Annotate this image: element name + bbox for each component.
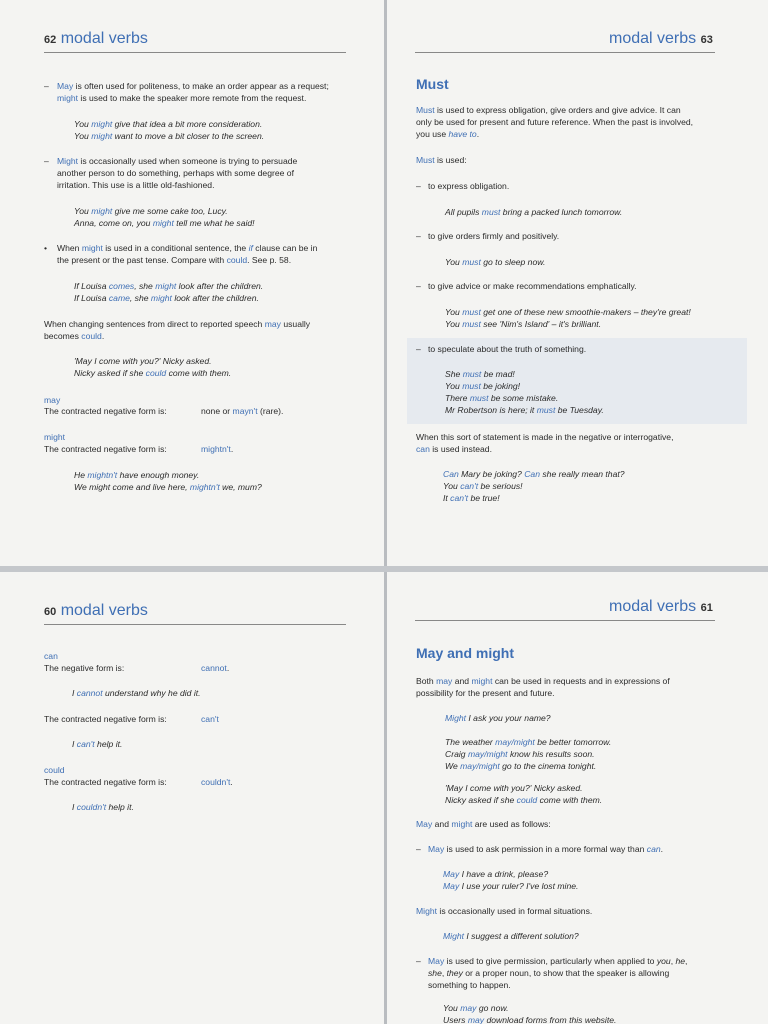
text-line: When changing sentences from direct to reported speech may usually	[44, 319, 311, 329]
text-line: May is used to ask permission in a more formal way than can.	[428, 844, 664, 854]
text-line: you use have to.	[416, 129, 480, 139]
text-line: May and might are used as follows:	[416, 819, 551, 829]
page-60	[0, 572, 384, 1024]
text-line: to give orders firmly and positively.	[428, 231, 560, 241]
text-line: When might is used in a conditional sentence, the if clause can be in	[57, 243, 318, 253]
example-line: You might give that idea a bit more consideration.	[74, 119, 263, 129]
example-line: I couldn't help it.	[72, 802, 134, 812]
example-line: You may go now.	[443, 1003, 509, 1013]
example-line: She must be mad!	[445, 369, 515, 379]
text-line: to give advice or make recommendations emphatically.	[428, 281, 637, 291]
example-line: You might give me some cake too, Lucy.	[74, 206, 228, 216]
example-line: Mr Robertson is here; it must be Tuesday.	[445, 405, 604, 415]
text-line: When this sort of statement is made in the negative or interrogative,	[416, 432, 674, 442]
text-line: Might is occasionally used in formal situations.	[416, 906, 593, 916]
example-line: If Louisa comes, she might look after the children.	[74, 281, 264, 291]
page-header	[609, 30, 713, 48]
term-value: can't	[201, 714, 219, 724]
text-line: Must is used:	[416, 155, 467, 165]
header-rule	[44, 624, 346, 625]
bullet-dash: –	[44, 81, 49, 91]
text-line: May is used to give permission, particularly when applied to you, he,	[428, 956, 688, 966]
header-rule	[415, 620, 715, 621]
example-line: Nicky asked if she could come with them.	[74, 368, 232, 378]
page-number: 61	[700, 602, 713, 614]
running-title: modal verbs	[60, 602, 148, 619]
term-label: might	[44, 432, 66, 442]
text-line: The negative form is:	[44, 663, 125, 673]
text-line: irritation. This use is a little old-fashioned.	[57, 180, 215, 190]
running-title: modal verbs	[60, 30, 148, 47]
text-line: The contracted negative form is:	[44, 406, 167, 416]
term-label: can	[44, 651, 58, 661]
example-line: There must be some mistake.	[445, 393, 559, 403]
example-line: He mightn't have enough money.	[74, 470, 200, 480]
text-line: The contracted negative form is:	[44, 777, 167, 787]
example-line: We may/might go to the cinema tonight.	[445, 761, 597, 771]
text-line: something to happen.	[428, 980, 511, 990]
bullet-dot: •	[44, 243, 48, 253]
page-header	[44, 30, 148, 48]
page-62	[0, 0, 384, 566]
text-line: Both may and might can be used in requests and in expressions of	[416, 676, 670, 686]
example-line: Might I ask you your name?	[445, 713, 551, 723]
example-line: You must see 'Nim's Island' – it's brilliant.	[445, 319, 602, 329]
text-line: the present or the past tense. Compare with could. See p. 58.	[57, 255, 292, 265]
example-line: You must be joking!	[445, 381, 521, 391]
term-value: none or mayn't (rare).	[201, 406, 284, 416]
page-number: 62	[44, 34, 57, 46]
example-line: 'May I come with you?' Nicky asked.	[74, 356, 212, 366]
bullet-dash: –	[416, 281, 421, 291]
page-header	[44, 602, 148, 620]
text-line: Must is used to express obligation, give orders and give advice. It can	[416, 105, 681, 115]
example-line: I can't help it.	[72, 739, 123, 749]
text-line: The contracted negative form is:	[44, 444, 167, 454]
text-line: only be used for present and future reference. When the past is involved,	[416, 117, 694, 127]
page-header	[609, 598, 713, 616]
section-heading: Must	[416, 76, 449, 92]
bullet-dash: –	[416, 844, 421, 854]
example-line: All pupils must bring a packed lunch tomorrow.	[445, 207, 623, 217]
running-title: modal verbs	[609, 598, 697, 615]
bullet-dash: –	[416, 956, 421, 966]
example-line: May I use your ruler? I've lost mine.	[443, 881, 579, 891]
example-line: We might come and live here, mightn't we, mum?	[74, 482, 262, 492]
page-63	[387, 0, 768, 566]
example-line: You must get one of these new smoothie-makers – they're great!	[445, 307, 691, 317]
header-rule	[415, 52, 715, 53]
text-line: might is used to make the speaker more remote from the request.	[57, 93, 307, 103]
example-line: Users may download forms from this website.	[443, 1015, 617, 1024]
text-line: to express obligation.	[428, 181, 510, 191]
term-label: could	[44, 765, 65, 775]
example-line: Anna, come on, you might tell me what he said!	[74, 218, 255, 228]
term-value: cannot.	[201, 663, 230, 673]
term-value: couldn't.	[201, 777, 233, 787]
example-line: May I have a drink, please?	[443, 869, 549, 879]
page-number: 63	[700, 34, 713, 46]
text-line: another person to do something, perhaps with some degree of	[57, 168, 294, 178]
example-line: I cannot understand why he did it.	[72, 688, 201, 698]
text-line: The contracted negative form is:	[44, 714, 167, 724]
bullet-dash: –	[416, 344, 421, 354]
example-line: Craig may/might know his results soon.	[445, 749, 595, 759]
example-line: It can't be true!	[443, 493, 500, 503]
example-line: You might want to move a bit closer to the screen.	[74, 131, 265, 141]
section-heading: May and might	[416, 645, 515, 661]
text-line: can is used instead.	[416, 444, 492, 454]
term-value: mightn't.	[201, 444, 234, 454]
page-number: 60	[44, 606, 57, 618]
page-61	[387, 572, 768, 1024]
text-line: to speculate about the truth of something.	[428, 344, 587, 354]
text-line: she, they or a proper noun, to show that the speaker is allowing	[428, 968, 670, 978]
bullet-dash: –	[416, 181, 421, 191]
example-line: 'May I come with you?' Nicky asked.	[445, 783, 583, 793]
bullet-dash: –	[416, 231, 421, 241]
example-line: Can Mary be joking? Can she really mean that?	[443, 469, 625, 479]
text-line: May is often used for politeness, to make an order appear as a request;	[57, 81, 329, 91]
header-rule	[44, 52, 346, 53]
example-line: Might I suggest a different solution?	[443, 931, 579, 941]
example-line: The weather may/might be better tomorrow.	[445, 737, 612, 747]
text-line: Might is occasionally used when someone is trying to persuade	[57, 156, 298, 166]
example-line: You can't be serious!	[443, 481, 523, 491]
example-line: If Louisa came, she might look after the children.	[74, 293, 259, 303]
example-line: Nicky asked if she could come with them.	[445, 795, 603, 805]
bullet-dash: –	[44, 156, 49, 166]
text-line: becomes could.	[44, 331, 105, 341]
term-label: may	[44, 395, 61, 405]
text-line: possibility for the present and future.	[416, 688, 555, 698]
running-title: modal verbs	[609, 30, 697, 47]
example-line: You must go to sleep now.	[445, 257, 546, 267]
